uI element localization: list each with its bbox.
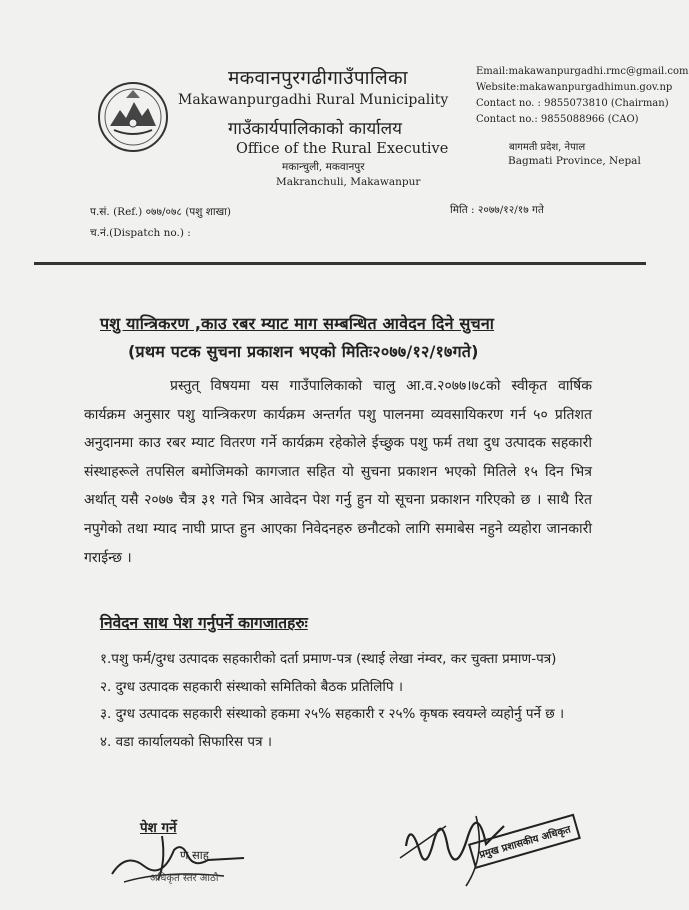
submitter-role: अधिकृत स्तर आठौ	[150, 873, 219, 884]
submitter-name: ण साह	[180, 848, 209, 862]
province-np: बागमती प्रदेश, नेपाल	[509, 142, 586, 153]
notice-title: पशु यान्त्रिकरण ,काउ रबर म्याट माग सम्बन्धित आवेदन दिने सुचना	[100, 314, 495, 333]
province-en: Bagmati Province, Nepal	[508, 155, 641, 167]
contact-block	[476, 64, 689, 128]
municipality-emblem-icon	[96, 80, 170, 154]
list-item: ३. दुग्ध उत्पादक सहकारी संस्थाको हकमा २५% सहकारी र २५% कृषक स्वयम्ले व्यहोर्नु पर्ने छ ।	[100, 706, 565, 722]
contact-phone-cao: Contact no.: 9855088966 (CAO)	[476, 114, 639, 125]
list-item: १.पशु फर्म/दुग्ध उत्पादक सहकारीको दर्ता प्रमाण-पत्र (स्थाई लेखा नंम्वर, कर चुक्ता प्रमाण-पत्र)	[100, 651, 557, 667]
address-en: Makranchuli, Makawanpur	[276, 176, 421, 188]
dispatch-number: च.नं.(Dispatch no.) :	[90, 227, 191, 239]
list-item: ४. वडा कार्यालयको सिफारिस पत्र ।	[100, 733, 272, 750]
reference-number: प.सं. (Ref.) ०७७/०७८ (पशु शाखा)	[90, 206, 232, 218]
notice-body-text: प्रस्तुत् विषयमा यस गाउँपालिकाको चालु आ.व.२०७७।७८को स्वीकृत वार्षिक कार्यक्रम अनुसार पशु यान्त्रिकरण कार्यक्रम अन्तर्गत पशु पालनमा व्यवसायिकरण गर्न ५० प्रतिशत अनुदानमा काउ रबर म्याट वितरण गर्ने कार्यक्रम रहेकोले ईच्छुक पशु फर्म तथा दुध उत्पादक सहकारी संस्थाहरूले तपसिल बमोजिमको कागजात सहित यो सुचना प्रकाशन भएको मितिले १५ दिन भित्र अर्थात् यसै २०७७ चैत्र ३१ गते भित्र आवेदन पेश गर्नु हुन यो सूचना प्रकाशन गरिएको छ । साथै रित नपुगेको तथा म्याद नाघी प्राप्त हुन आएका निवेदनहरु छनौटको लागि समाबेस नहुने व्यहोरा जानकारी गराईन्छ ।	[84, 378, 592, 566]
official-stamp: प्रमुख प्रशासकीय अधिकृत	[468, 814, 581, 869]
office-name-np: गाउँकार्यपालिकाको कार्यालय	[228, 119, 403, 139]
requirements-heading: निवेदन साथ पेश गर्नुपर्ने कागजातहरुः	[100, 614, 308, 632]
requirements-list	[100, 646, 592, 756]
notice-body	[84, 372, 592, 572]
office-name-en: Office of the Rural Executive	[236, 141, 449, 157]
address-np: मकान्चुली, मकवानपुर	[282, 161, 365, 173]
letter-date: मिति : २०७७/१२/१७ गते	[450, 204, 544, 216]
submitter-label: पेश गर्ने	[140, 820, 177, 836]
municipality-name-np: मकवानपुरगढीगाउँपालिका	[228, 67, 408, 89]
contact-website: Website:makawanpurgadhimun.gov.np	[476, 82, 673, 93]
contact-email: Email:makawanpurgadhi.rmc@gmail.com	[476, 66, 689, 77]
list-item: २. दुग्ध उत्पादक सहकारी संस्थाको समितिको बैठक प्रतिलिपि ।	[100, 678, 403, 695]
contact-phone-chairman: Contact no. : 9855073810 (Chairman)	[476, 98, 669, 109]
municipality-name-en: Makawanpurgadhi Rural Municipality	[178, 92, 449, 108]
header-divider	[34, 262, 646, 265]
notice-subtitle: (प्रथम पटक सुचना प्रकाशन भएको मितिः२०७७/१२/१७गते)	[128, 342, 479, 361]
